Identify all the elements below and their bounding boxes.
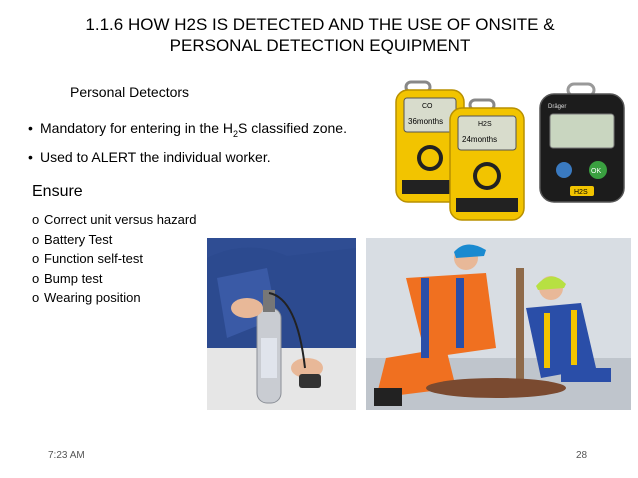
footer-time: 7:23 AM bbox=[48, 450, 85, 461]
bullet-subscript: 2 bbox=[233, 128, 239, 139]
checklist-item-label: Function self-test bbox=[44, 251, 143, 266]
checklist-item-label: Wearing position bbox=[44, 290, 141, 305]
bullet-item bbox=[28, 120, 347, 139]
bullet-icon: • bbox=[28, 148, 33, 165]
checklist-item bbox=[32, 288, 196, 308]
circle-bullet-icon: o bbox=[32, 251, 40, 266]
device3-ok-text: OK bbox=[591, 168, 602, 175]
gas-detectors-image bbox=[392, 76, 632, 228]
circle-bullet-icon: o bbox=[32, 270, 40, 286]
bullet-item bbox=[28, 149, 347, 165]
confined-space-photo bbox=[366, 238, 631, 410]
device1-top-text: CO bbox=[422, 103, 433, 110]
device2-screen-text: 24months bbox=[462, 135, 498, 144]
device1-screen-text: 36months bbox=[408, 117, 444, 126]
bullet-text-after: S classified zone. bbox=[238, 120, 347, 136]
circle-bullet-icon: o bbox=[32, 231, 40, 247]
device3-label-text: H2S bbox=[574, 189, 588, 196]
circle-bullet-icon: o bbox=[32, 212, 40, 227]
device3-brand-text: Dräger bbox=[548, 104, 567, 110]
ensure-heading: Ensure bbox=[32, 183, 83, 200]
slide-subtitle: Personal Detectors bbox=[70, 84, 190, 100]
bump-test-photo bbox=[207, 238, 356, 410]
checklist bbox=[32, 210, 196, 308]
bullet-icon: • bbox=[28, 120, 33, 136]
circle-bullet-icon: o bbox=[32, 290, 40, 305]
checklist-item bbox=[32, 230, 196, 250]
bump-test-image bbox=[207, 238, 356, 410]
device2-top-text: H2S bbox=[478, 121, 492, 128]
checklist-item bbox=[32, 249, 196, 269]
slide-title-line2: PERSONAL DETECTION EQUIPMENT bbox=[169, 36, 471, 55]
footer-page-number: 28 bbox=[576, 450, 588, 461]
bullet-text-before: Mandatory for entering in the H bbox=[40, 120, 233, 136]
slide-title bbox=[40, 14, 600, 56]
bullet-text: Used to ALERT the individual worker. bbox=[40, 148, 271, 165]
slide-title-line1: 1.1.6 HOW H2S IS DETECTED AND THE USE OF ONSITE & bbox=[85, 15, 555, 34]
confined-space-image bbox=[366, 238, 631, 410]
detectors-photo bbox=[392, 76, 632, 228]
checklist-item-label: Bump test bbox=[44, 270, 103, 286]
checklist-item bbox=[32, 210, 196, 230]
checklist-item-label: Battery Test bbox=[44, 231, 113, 247]
checklist-item bbox=[32, 269, 196, 289]
checklist-item-label: Correct unit versus hazard bbox=[44, 212, 197, 227]
bullet-list bbox=[28, 120, 347, 175]
